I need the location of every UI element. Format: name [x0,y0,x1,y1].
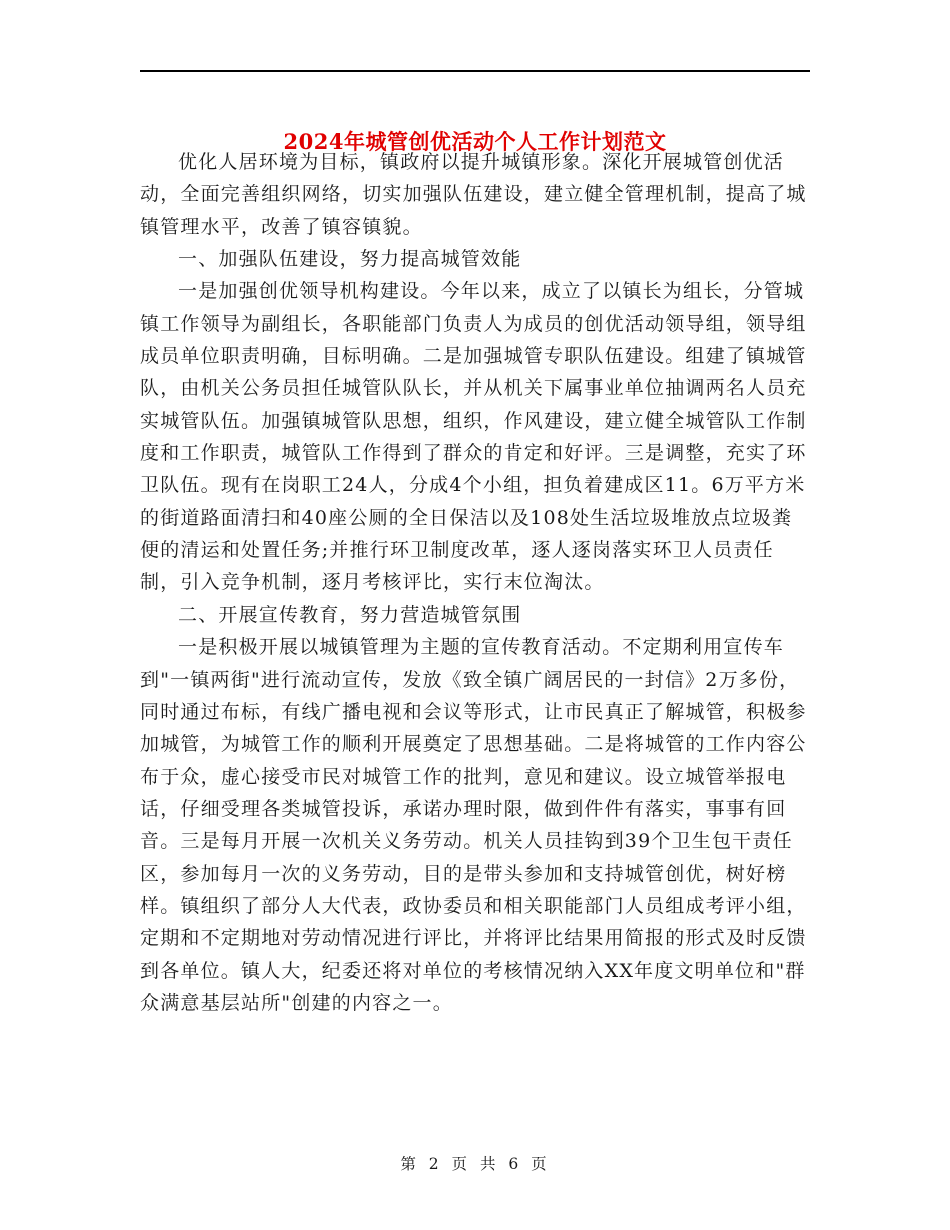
section-2-paragraph: 一是积极开展以城镇管理为主题的宣传教育活动。不定期利用宣传车到"一镇两街"进行流动宣传，发放《致全镇广阔居民的一封信》2万多份，同时通过布标，有线广播电视和会议等形式，让市民真正了解城管，积极参加城管，为城管工作的顺利开展奠定了思想基础。二是将城管的工作内容公布于众，虚心接受市民对城管工作的批判，意见和建议。设立城管举报电话，仔细受理各类城管投诉，承诺办理时限，做到件件有落实，事事有回音。三是每月开展一次机关义务劳动。机关人员挂钩到39个卫生包干责任区，参加每月一次的义务劳动，目的是带头参加和支持城管创优，树好榜样。镇组织了部分人大代表，政协委员和相关职能部门人员组成考评小组，定期和不定期地对劳动情况进行评比，并将评比结果用简报的形式及时反馈到各单位。镇人大，纪委还将对单位的考核情况纳入XX年度文明单位和"群众满意基层站所"创建的内容之一。 [140,636,807,1014]
document-body [140,146,812,1019]
section-heading-2: 二、开展宣传教育，努力营造城管氛围 [178,603,522,626]
section-1-paragraph: 一是加强创优领导机构建设。今年以来，成立了以镇长为组长，分管城镇工作领导为副组长，各职能部门负责人为成员的创优活动领导组，领导组成员单位职责明确，目标明确。二是加强城管专职队伍建设。组建了镇城管队，由机关公务员担任城管队队长，并从机关下属事业单位抽调两名人员充实城管队伍。加强镇城管队思想，组织，作风建设，建立健全城管队工作制度和工作职责，城管队工作得到了群众的肯定和好评。三是调整，充实了环卫队伍。现有在岗职工24人，分成4个小组，担负着建成区11。6万平方米的街道路面清扫和40座公厕的全日保洁以及108处生活垃圾堆放点垃圾粪便的清运和处置任务;并推行环卫制度改革，逐人逐岗落实环卫人员责任制，引入竞争机制，逐月考核评比，实行末位淘汰。 [140,280,807,594]
intro-paragraph: 优化人居环境为目标，镇政府以提升城镇形象。深化开展城管创优活动，全面完善组织网络，切实加强队伍建设，建立健全管理机制，提高了城镇管理水平，改善了镇容镇貌。 [140,151,807,238]
page-number: 第 2 页 共 6 页 [400,1155,550,1173]
section-heading-1: 一、加强队伍建设，努力提高城管效能 [178,248,522,271]
document-title: 2024年城管创优活动个人工作计划范文 [283,129,667,155]
header-rule [140,70,810,72]
